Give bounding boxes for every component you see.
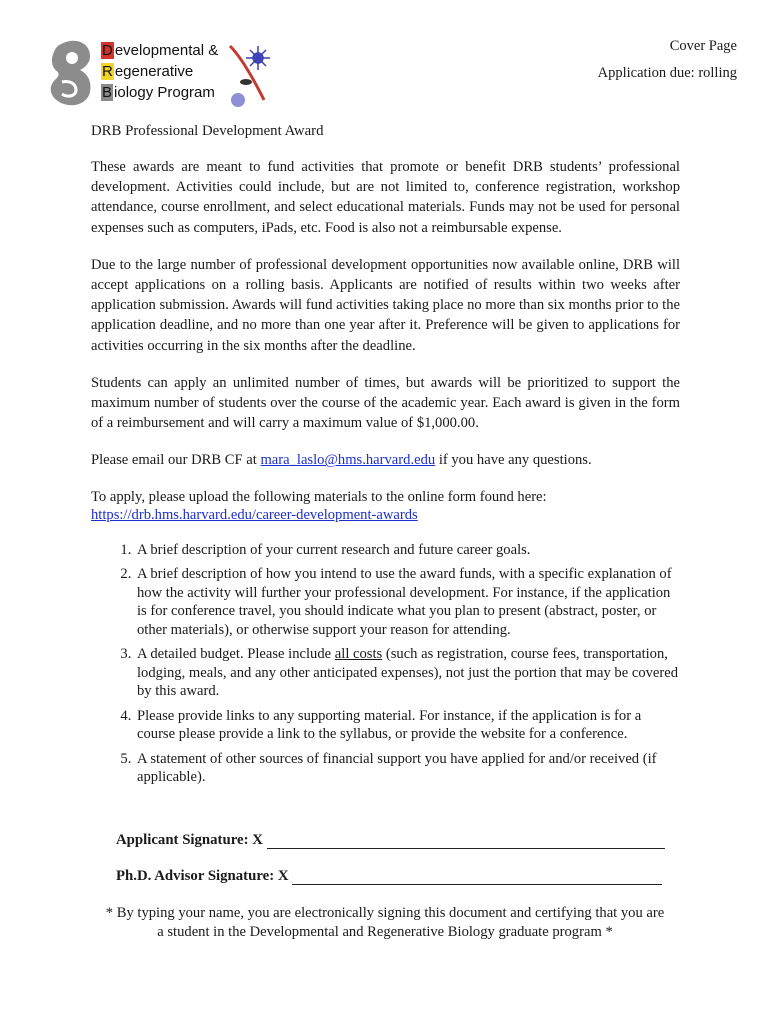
header-info	[598, 33, 737, 87]
logo-line-3: iology Program	[114, 84, 215, 101]
application-due-label: Application due: rolling	[597, 65, 737, 81]
logo-line-1: evelopmental &	[114, 42, 219, 59]
logo-letter-d: D	[102, 42, 113, 59]
applicant-signature-field[interactable]	[267, 832, 665, 849]
budget-text-before: A detailed budget. Please include	[137, 646, 335, 663]
document-title: DRB Professional Development Award	[91, 123, 324, 139]
signature-block	[116, 832, 665, 904]
paragraph-apply	[91, 488, 680, 524]
applicant-signature-row	[116, 832, 665, 868]
e-signature-footnote	[80, 904, 690, 942]
budget-all-costs: all costs	[334, 646, 383, 663]
applicant-signature-label: Applicant Signature: X	[116, 832, 263, 848]
list-item-other-support: 5. A statement of other sources of financial support you have applied for and/or received (if applicable).	[135, 750, 680, 787]
required-materials-list	[91, 541, 680, 787]
advisor-signature-label: Ph.D. Advisor Signature: X	[116, 868, 289, 884]
budget-text-after: (such as registration, course fees, transportation, lodging, meals, and any other anticipated expenses), not just the portion that may be covered by this award.	[137, 646, 679, 700]
list-item-funds-usage: 2. A brief description of how you intend to use the award funds, with a specific explanation of how the activity will further your professional development. For instance, if the application is for conference travel, you should indicate what you plan to present (abstract, poster, or other materials), or otherwise support your reason for attending.	[135, 565, 680, 639]
paragraph-rolling-basis: Due to the large number of professional development opportunities now available online, DRB will accept applications on a rolling basis. Applicants are notified of results within two weeks after application submission. Awards will fund activities taking place no more than six months prior to the application deadline, and no more than one year after it. Preference will be given to applications for activities occurring in the six months after the deadline.	[91, 256, 680, 354]
footnote-line-1: * By typing your name, you are electronically signing this document and certifying that you are	[105, 905, 665, 921]
application-form-link[interactable]: https://drb.hms.harvard.edu/career-development-awards	[91, 506, 418, 523]
logo-wordmark	[101, 40, 218, 103]
contact-text-before: Please email our DRB CF at	[91, 452, 261, 469]
email-link[interactable]: mara_laslo@hms.harvard.edu	[260, 452, 436, 469]
cell-illustration-icon	[224, 40, 274, 110]
embryo-logo-icon	[46, 38, 98, 108]
list-item-research-description: 1. A brief description of your current research and future career goals.	[135, 541, 680, 560]
paragraph-award-limits: Students can apply an unlimited number of times, but awards will be prioritized to support the maximum number of students over the course of the academic year. Each award is given in the form of a reimbursement and will carry a maximum value of $1,000.00.	[91, 374, 680, 432]
logo-letter-r: R	[102, 63, 113, 80]
apply-instructions: To apply, please upload the following materials to the online form found here:	[91, 488, 547, 505]
footnote-line-2: a student in the Developmental and Regenerative Biology graduate program *	[157, 924, 613, 940]
paragraph-contact	[91, 450, 680, 470]
advisor-signature-field[interactable]	[292, 868, 662, 885]
drb-logo	[46, 38, 286, 114]
cover-page-label: Cover Page	[669, 38, 737, 54]
logo-letter-b: B	[102, 84, 113, 101]
list-item-budget	[135, 645, 680, 701]
document-body	[91, 118, 680, 793]
logo-line-2: egenerative	[114, 63, 194, 80]
paragraph-purpose: These awards are meant to fund activities that promote or benefit DRB students’ professional development. Activities could include, but are not limited to, conference registration, workshop attendance, course enrollment, and select educational materials. Funds may not be used for personal expenses such as computers, iPads, etc. Food is also not a reimbursable expense.	[91, 159, 680, 236]
advisor-signature-row	[116, 868, 665, 904]
contact-text-after: if you have any questions.	[435, 452, 592, 469]
list-item-supporting-links: 4. Please provide links to any supporting material. For instance, if the application is for a course please provide a link to the syllabus, or provide the website for a conference.	[135, 707, 680, 744]
